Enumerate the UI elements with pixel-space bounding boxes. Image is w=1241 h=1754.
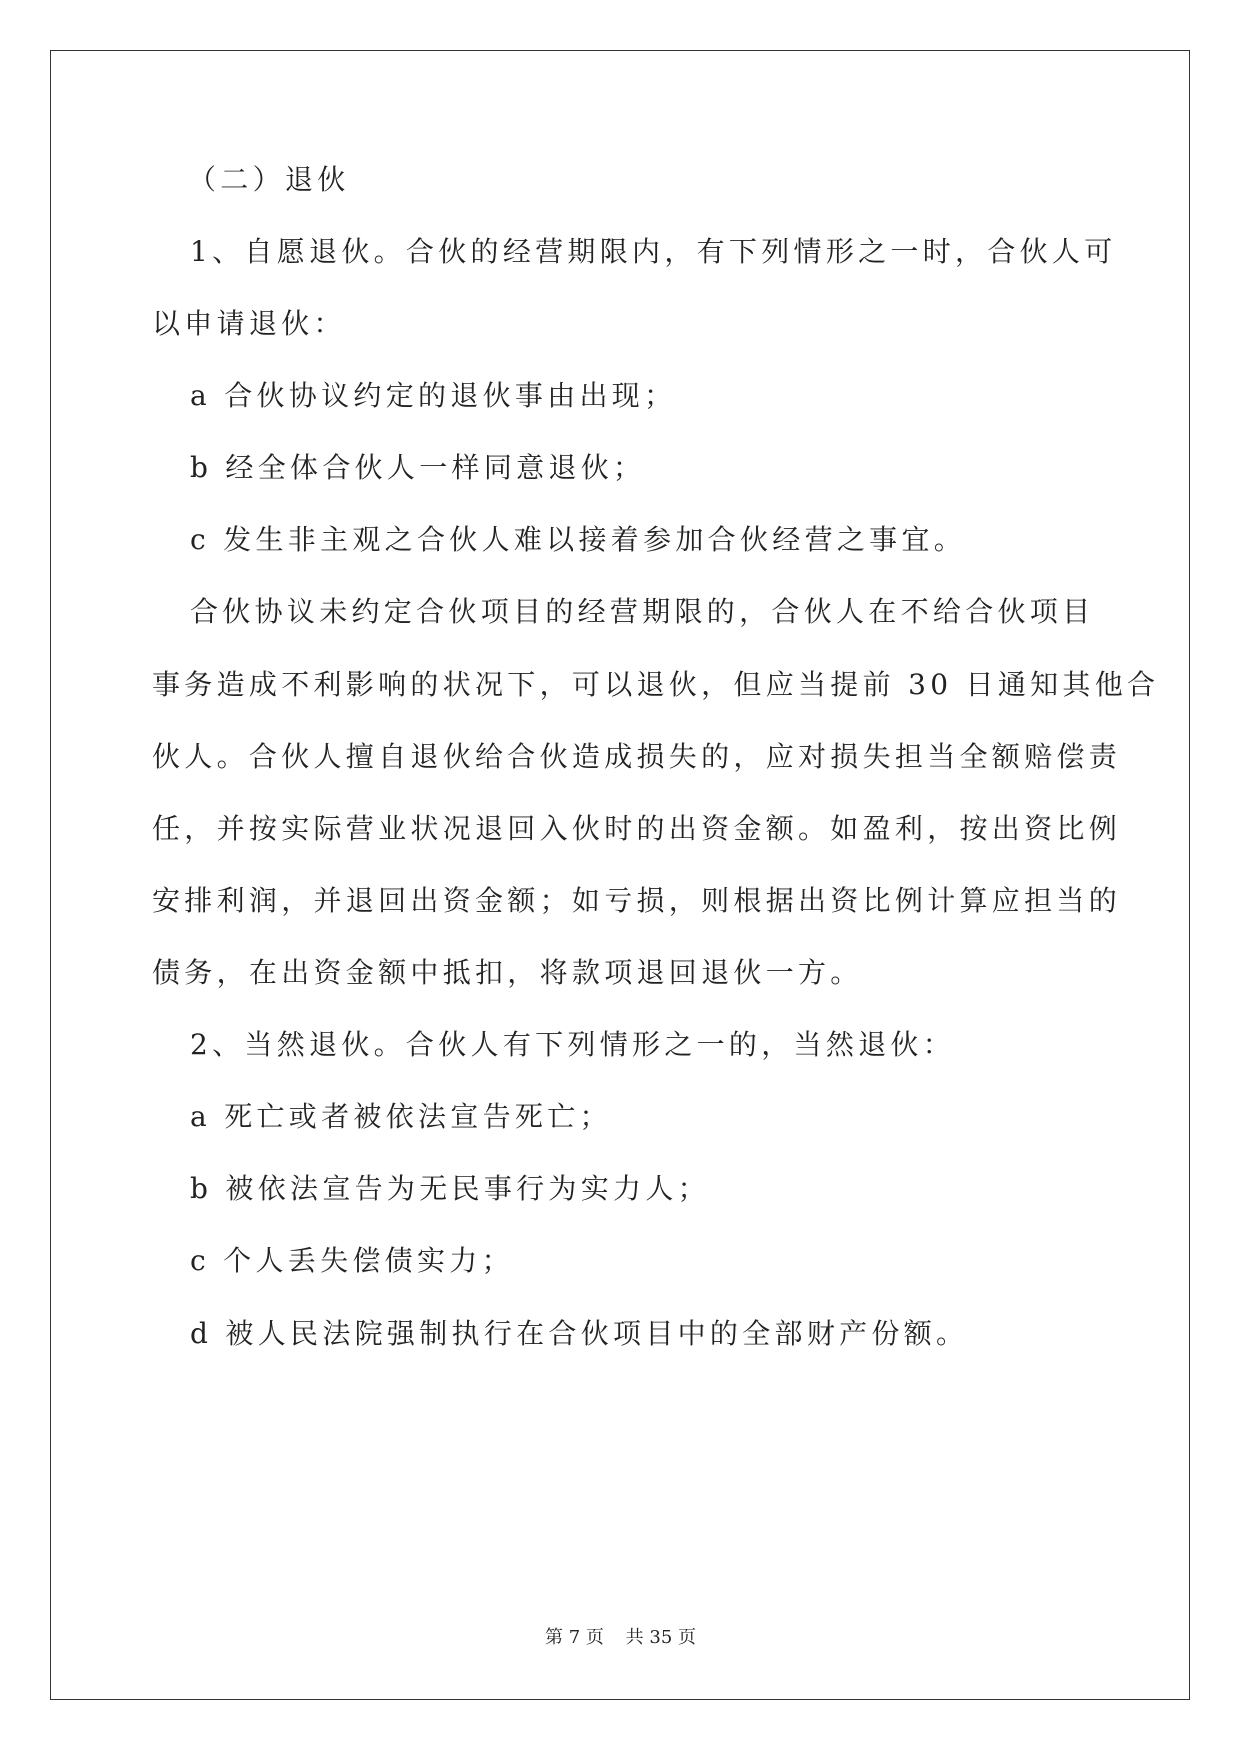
list-item: b 被依法宣告为无民事行为实力人； — [190, 1172, 710, 1205]
list-item: c 发生非主观之合伙人难以接着参加合伙经营之事宜。 — [190, 523, 967, 556]
list-item: a 合伙协议约定的退伙事由出现； — [190, 379, 677, 412]
section-heading: （二）退伙 — [188, 163, 350, 196]
list-item: c 个人丢失偿债实力； — [190, 1244, 514, 1277]
paragraph-line: 1、自愿退伙。合伙的经营期限内，有下列情形之一时，合伙人可 — [190, 235, 1117, 268]
paragraph-line: 2、当然退伙。合伙人有下列情形之一的，当然退伙： — [190, 1028, 956, 1061]
paragraph-line: 债务，在出资金额中抵扣，将款项退回退伙一方。 — [152, 956, 863, 989]
list-item: d 被人民法院强制执行在合伙项目中的全部财产份额。 — [190, 1317, 969, 1350]
list-item: a 死亡或者被依法宣告死亡； — [190, 1100, 612, 1133]
paragraph-line: 任，并按实际营业状况退回入伙时的出资金额。如盈利，按出资比例 — [152, 812, 1122, 845]
paragraph-line: 以申请退伙： — [152, 307, 346, 340]
page-border — [50, 50, 1190, 1700]
list-item: b 经全体合伙人一样同意退伙； — [190, 451, 646, 484]
paragraph-line: 伙人。合伙人擅自退伙给合伙造成损失的，应对损失担当全额赔偿责 — [152, 740, 1122, 773]
page-total: 共 35 页 — [625, 1627, 696, 1648]
paragraph-line: 安排利润，并退回出资金额；如亏损，则根据出资比例计算应担当的 — [152, 884, 1122, 917]
page-number: 第 7 页 — [545, 1627, 604, 1648]
page-footer — [0, 1626, 1241, 1650]
paragraph-line: 合伙协议未约定合伙项目的经营期限的，合伙人在不给合伙项目 — [190, 595, 1095, 628]
paragraph-line: 事务造成不利影响的状况下，可以退伙，但应当提前 30 日通知其他合 — [152, 668, 1160, 701]
